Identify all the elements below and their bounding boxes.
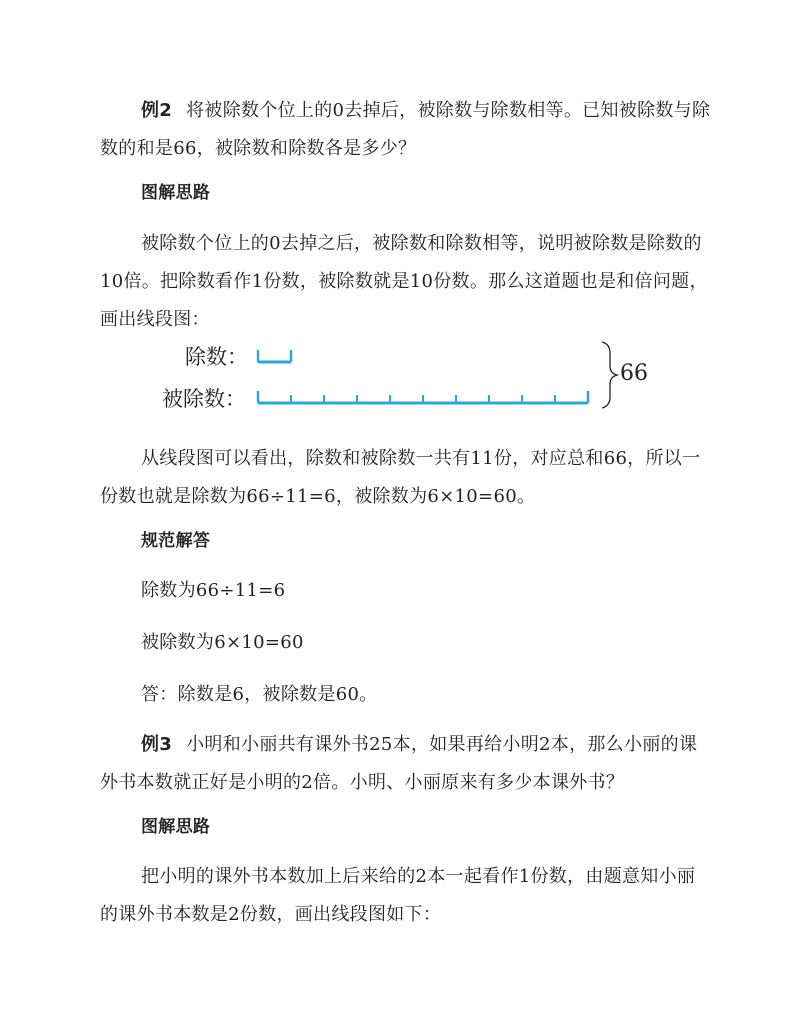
example-3-label: 例3 <box>141 734 173 755</box>
dividend-label: 被除数： <box>162 387 246 411</box>
example-3-text: 小明和小丽共有课外书25本，如果再给小明2本，那么小丽的课外书本数就正好是小明的2倍。小明、小丽原来有多少本课外书？ <box>100 734 698 793</box>
divisor-label: 除数： <box>185 345 248 369</box>
section-heading-thinking-2: 图解思路 <box>141 817 211 837</box>
total-66-label: 66 <box>620 361 648 386</box>
line-segment-diagram <box>150 335 670 415</box>
total-brace <box>602 342 617 408</box>
example-2-label: 例2 <box>141 100 173 121</box>
example-3 <box>100 726 712 802</box>
example-2 <box>100 92 712 168</box>
paragraph-analysis-1: 被除数个位上的0去掉之后，被除数和除数相等，说明被除数是除数的10倍。把除数看作1份数，被除数就是10份数。那么这道题也是和倍问题，画出线段图： <box>100 233 708 330</box>
diagram-svg <box>150 335 670 415</box>
paragraph-analysis-2: 从线段图可以看出，除数和被除数一共有11份，对应总和66，所以一份数也就是除数为66÷11=6，被除数为6×10=60。 <box>100 448 701 507</box>
section-heading-solution: 规范解答 <box>141 531 211 551</box>
answer-line-3: 答：除数是6，被除数是60。 <box>141 684 378 705</box>
example-2-text: 将被除数个位上的0去掉后，被除数与除数相等。已知被除数与除数的和是66，被除数和除数各是多少？ <box>100 100 711 159</box>
section-heading-thinking-1: 图解思路 <box>141 183 211 203</box>
answer-line-2: 被除数为6×10=60 <box>141 632 304 653</box>
paragraph-analysis-3: 把小明的课外书本数加上后来给的2本一起看作1份数，由题意知小丽的课外书本数是2份数，画出线段图如下： <box>100 866 696 925</box>
answer-line-1: 除数为66÷11=6 <box>141 580 286 601</box>
